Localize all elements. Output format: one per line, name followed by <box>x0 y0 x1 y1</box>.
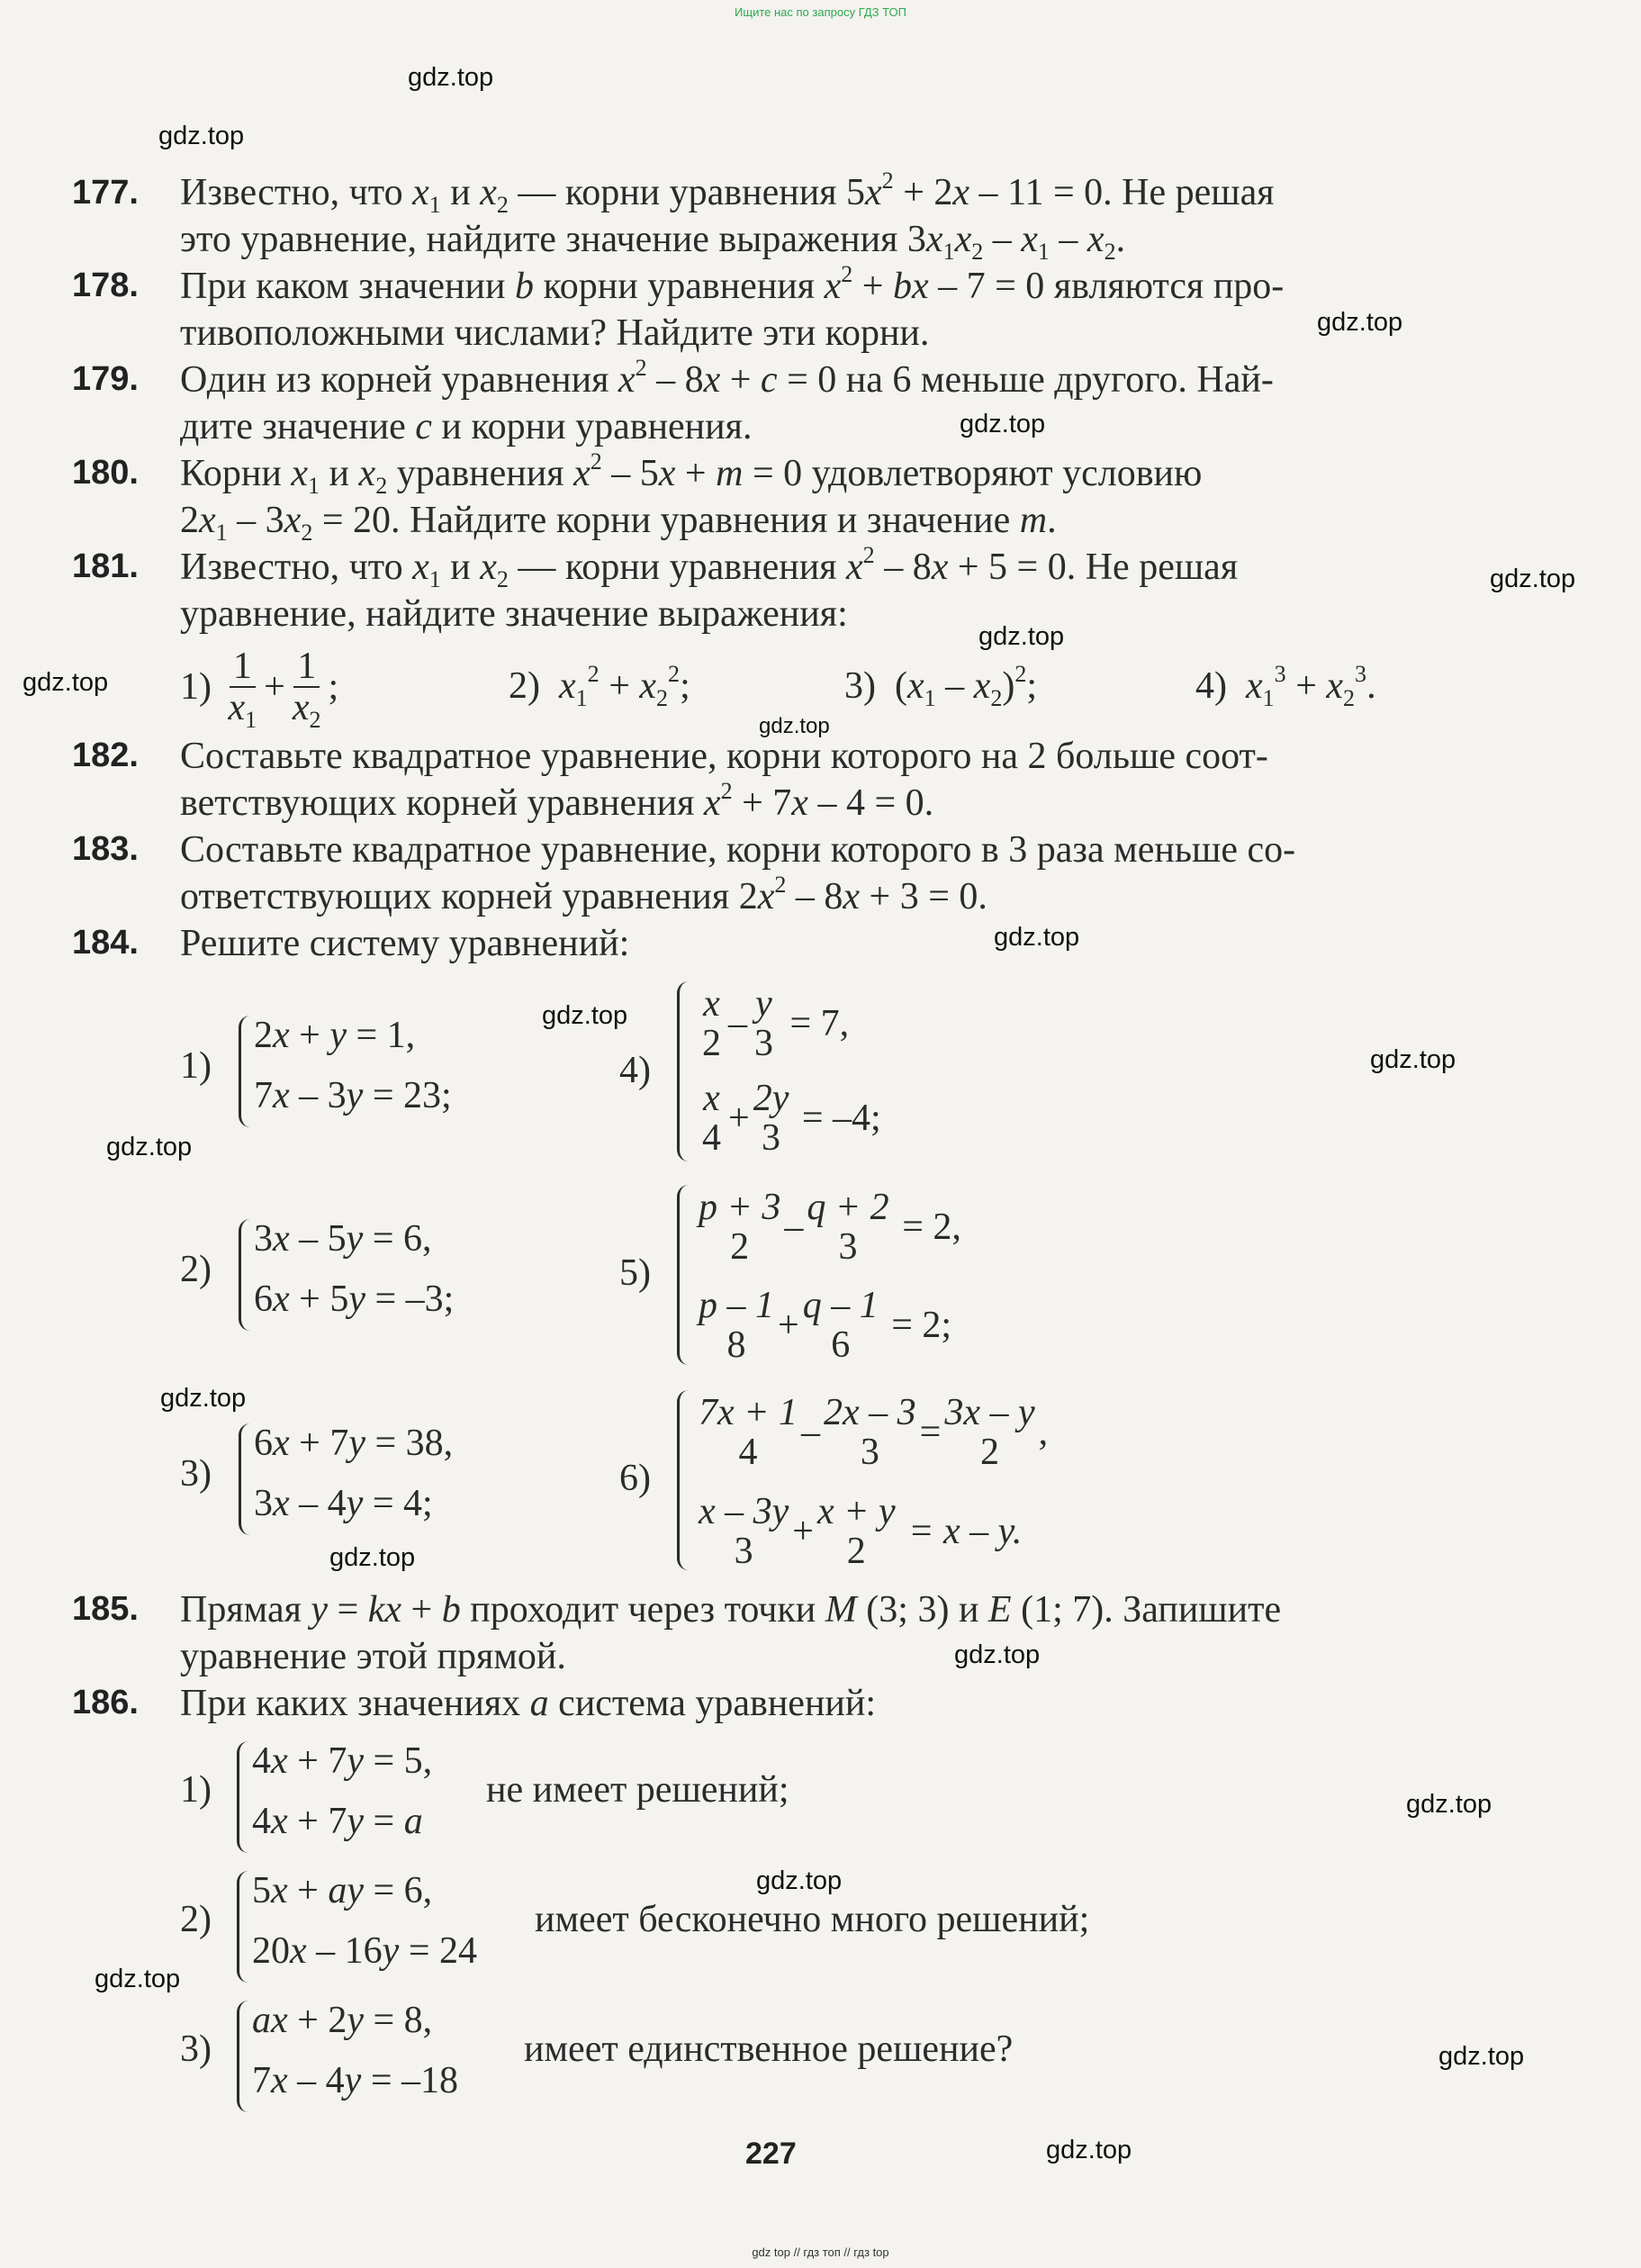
system-label: 6) <box>619 1458 651 1499</box>
problem-text: При каких значениях a система уравнений: <box>180 1683 877 1724</box>
system-label: 3) <box>180 1453 212 1495</box>
equation: x – 3y 3 + x + y 2 = x – y. <box>699 1491 1023 1573</box>
problem-text: При каком значении b корни уравнения $x^2$ + bx – 7 = 0 являются про- <box>180 260 1285 307</box>
problem-text: дите значение c и корни уравнения. <box>180 406 753 447</box>
equation: x 2 – y 3 = 7, <box>702 983 850 1065</box>
system-brace <box>239 1219 250 1331</box>
problem-text: Известно, что $x_1$ и $x_2$ — корни уравнения $5x^2 + 2x - 11 = 0$. Не решая <box>180 167 1275 219</box>
problem-text: Решите систему уравнений: <box>180 923 630 964</box>
expression-3: 3) $(x_1 - x_2)^2$; <box>844 660 1038 712</box>
expression-1: 1) $\frac{1}{x_1}$ + $\frac{1}{x_2}$ ; <box>180 646 339 734</box>
watermark: gdz.top <box>408 63 494 92</box>
equation: 4x + 7y = 5, <box>252 1740 433 1782</box>
system-label: 1) <box>180 1045 212 1087</box>
problem-text: Составьте квадратное уравнение, корни которого в 3 раза меньше со- <box>180 829 1296 871</box>
problem-text: Прямая y = kx + b проходит через точки M (3; 3) и E (1; 7). Запишите <box>180 1589 1282 1631</box>
system-label: 2) <box>180 1899 212 1940</box>
problem-text: Известно, что $x_1$ и $x_2$ — корни уравнения $x^2 - 8x + 5 = 0$. Не решая <box>180 541 1239 593</box>
system-brace <box>677 981 689 1161</box>
problem-text: ответствующих корней уравнения $2x^2 - 8x + 3 = 0$. <box>180 871 987 917</box>
system-label: 4) <box>619 1050 651 1091</box>
system-brace <box>239 1016 250 1127</box>
problem-number: 185. <box>72 1590 139 1628</box>
problem-number: 177. <box>72 174 139 212</box>
watermark: gdz.top <box>542 1001 628 1030</box>
equation: 7x + 1 4 – 2x – 3 3 = 3x – y 2 , <box>699 1392 1049 1474</box>
problem-number: 186. <box>72 1684 139 1721</box>
watermark: gdz.top <box>106 1133 193 1161</box>
watermark: gdz.top <box>1406 1790 1492 1819</box>
problem-text: тивоположными числами? Найдите эти корни. <box>180 312 930 354</box>
problem-number: 181. <box>72 547 139 585</box>
problem-text: это уравнение, найдите значение выражения $3x_1x_2 - x_1 - x_2$. <box>180 219 1126 266</box>
system-label: 2) <box>180 1249 212 1290</box>
problem-number: 179. <box>72 360 139 398</box>
system-brace <box>237 1871 248 1983</box>
problem-text: ветствующих корней уравнения $x^2 + 7x - 4 = 0$. <box>180 777 934 824</box>
equation: 3x – 5y = 6, <box>254 1218 432 1260</box>
condition-text: имеет единственное решение? <box>524 2029 1014 2070</box>
watermark: gdz.top <box>23 668 109 697</box>
page-number: 227 <box>745 2137 797 2171</box>
system-label: 1) <box>180 1769 212 1811</box>
system-brace <box>677 1185 689 1365</box>
expression-4: 4) $x_1^3 + x_2^3$. <box>1195 660 1376 712</box>
watermark: gdz.top <box>160 1384 247 1413</box>
equation: 2x + y = 1, <box>254 1015 416 1056</box>
equation: 20x – 16y = 24 <box>252 1930 477 1972</box>
system-brace <box>237 2001 248 2112</box>
problem-number: 182. <box>72 736 139 774</box>
equation: 3x – 4y = 4; <box>254 1483 433 1524</box>
equation: 6x + 7y = 38, <box>254 1423 454 1464</box>
watermark: gdz.top <box>1046 2136 1132 2164</box>
top-banner: Ищите нас по запросу ГДЗ ТОП <box>735 5 906 19</box>
watermark: gdz.top <box>1317 308 1403 337</box>
system-label: 3) <box>180 2029 212 2070</box>
equation: 6x + 5y = –3; <box>254 1279 455 1320</box>
equation: 7x – 4y = –18 <box>252 2060 458 2101</box>
equation: 7x – 3y = 23; <box>254 1075 452 1116</box>
equation: 5x + ay = 6, <box>252 1870 433 1911</box>
watermark: gdz.top <box>1370 1045 1456 1074</box>
problem-number: 178. <box>72 267 139 304</box>
watermark: gdz.top <box>978 622 1065 651</box>
watermark: gdz.top <box>95 1965 181 1993</box>
watermark: gdz.top <box>158 122 245 150</box>
problem-text: уравнение, найдите значение выражения: <box>180 593 848 635</box>
equation: x 4 + 2y 3 = –4; <box>702 1078 881 1160</box>
watermark: gdz.top <box>1438 2042 1525 2071</box>
expression-2: 2) $x_1^2 + x_2^2$; <box>509 660 690 712</box>
watermark: gdz.top <box>1490 565 1576 593</box>
problem-text: Корни $x_1$ и $x_2$ уравнения $x^2 - 5x + m = 0$ удовлетворяют условию <box>180 447 1203 500</box>
watermark: gdz.top <box>954 1640 1041 1669</box>
condition-text: не имеет решений; <box>486 1769 789 1811</box>
condition-text: имеет бесконечно много решений; <box>535 1899 1090 1940</box>
watermark: gdz.top <box>329 1543 416 1572</box>
problem-text: уравнение этой прямой. <box>180 1636 566 1677</box>
watermark: gdz.top <box>756 1866 843 1895</box>
watermark: gdz.top <box>994 923 1080 952</box>
equation: p + 3 2 – q + 2 3 = 2, <box>699 1187 961 1269</box>
problem-text: Составьте квадратное уравнение, корни которого на 2 больше соот- <box>180 736 1268 777</box>
system-brace <box>239 1423 250 1535</box>
watermark: gdz.top <box>960 410 1046 438</box>
problem-number: 180. <box>72 454 139 492</box>
watermark: gdz.top <box>759 714 830 738</box>
system-label: 5) <box>619 1252 651 1294</box>
problem-number: 183. <box>72 830 139 868</box>
equation: ax + 2y = 8, <box>252 2000 433 2041</box>
equation: 4x + 7y = a <box>252 1801 423 1842</box>
problem-number: 184. <box>72 924 139 962</box>
system-brace <box>237 1741 248 1853</box>
bottom-banner: gdz top // гдз топ // гдз top <box>752 2245 889 2259</box>
system-brace <box>677 1390 689 1570</box>
equation: p – 1 8 + q – 1 6 = 2; <box>699 1285 952 1367</box>
problem-text: $2x_1 - 3x_2 = 20$. Найдите корни уравнения и значение m. <box>180 500 1057 547</box>
problem-text: Один из корней уравнения $x^2 - 8x + c = 0$ на 6 меньше другого. Най- <box>180 354 1274 401</box>
